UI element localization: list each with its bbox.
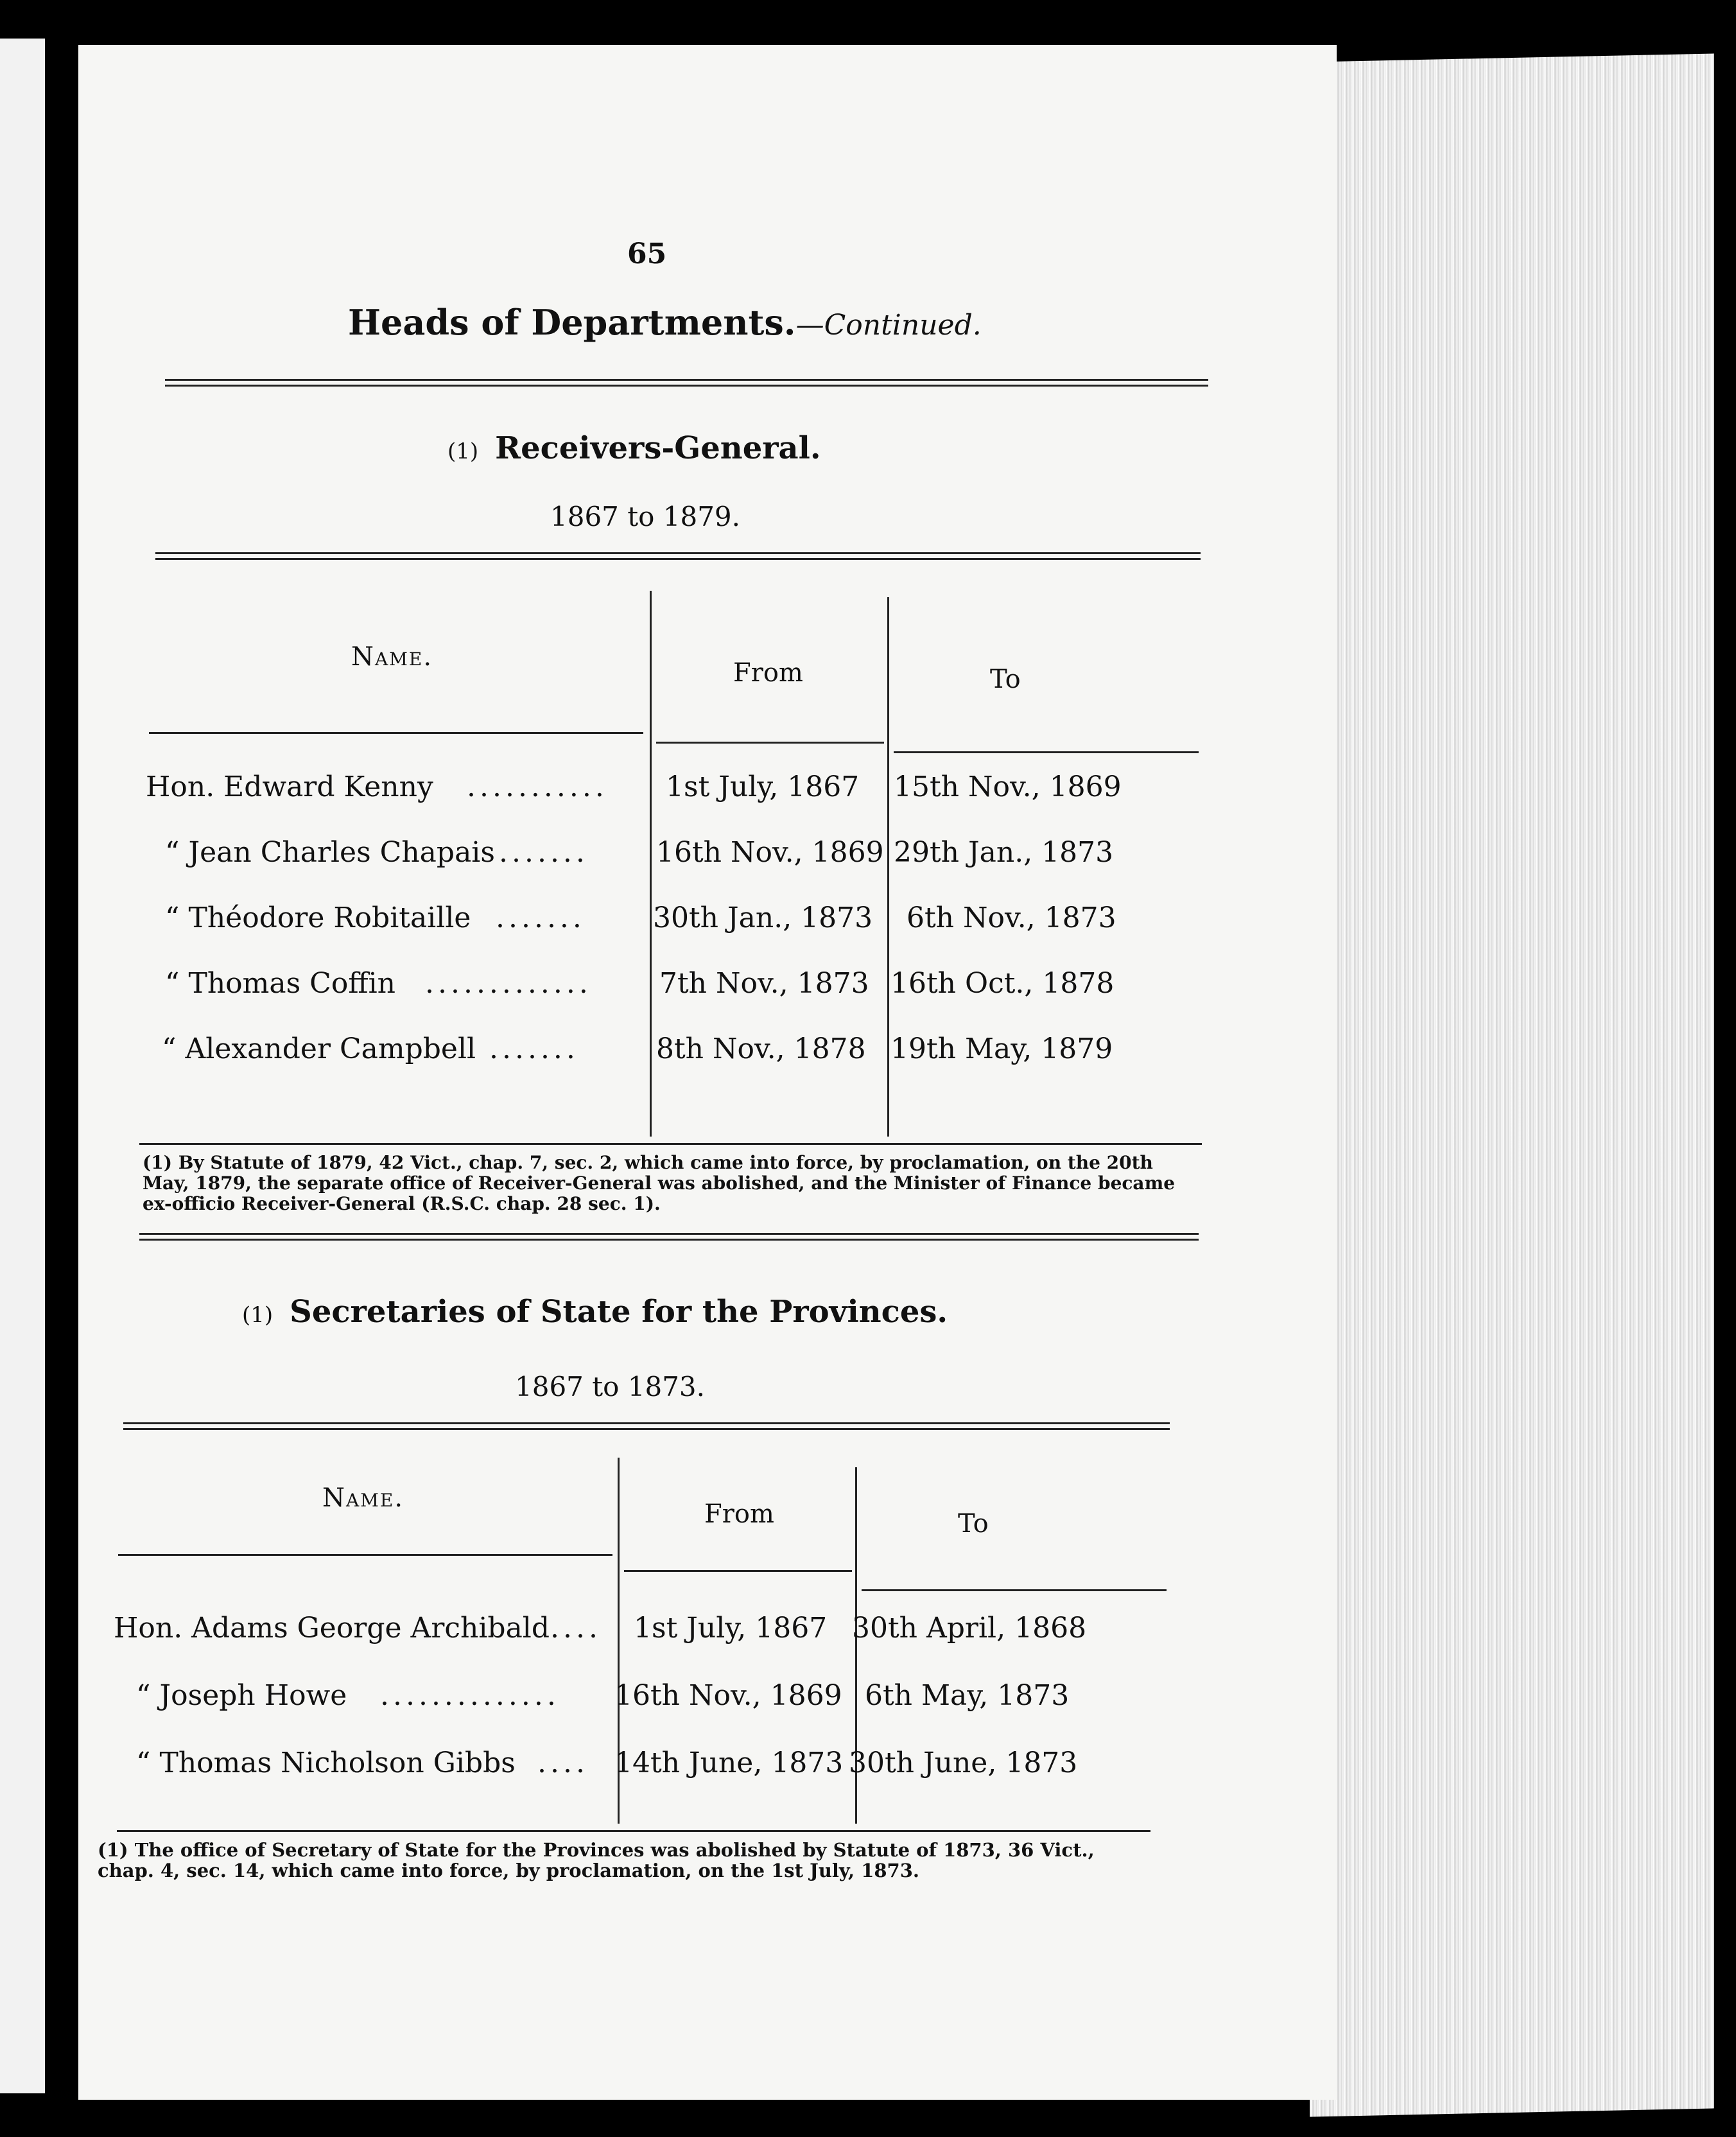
secretaries-name-underline <box>118 1554 612 1556</box>
row-from: 1st July, 1867 <box>634 1612 828 1644</box>
leader-dots: ....... <box>489 1033 579 1065</box>
leader-dots: ........... <box>467 771 608 803</box>
row-name: “ Jean Charles Chapais <box>165 836 495 869</box>
receivers-title-text: Receivers-General. <box>495 430 821 466</box>
row-to: 15th Nov., 1869 <box>894 771 1122 803</box>
row-from: 1st July, 1867 <box>666 771 860 803</box>
row-name: Hon. Adams George Archibald <box>114 1612 550 1644</box>
secretaries-bottom-rule <box>117 1830 1150 1832</box>
row-to: 16th Oct., 1878 <box>890 967 1115 1000</box>
leader-dots: .... <box>537 1747 589 1779</box>
secretaries-years: 1867 to 1873. <box>515 1371 705 1402</box>
row-from: 8th Nov., 1878 <box>656 1033 866 1065</box>
secretaries-col-name: Name. <box>322 1483 404 1513</box>
receivers-bottom-rule <box>139 1143 1202 1145</box>
row-to: 6th May, 1873 <box>865 1679 1070 1712</box>
leader-dots: .............. <box>380 1679 560 1712</box>
page-number: 65 <box>627 238 667 270</box>
receivers-footnote: (1) By Statute of 1879, 42 Vict., chap. 7, sec. 2, which came into force, by proclamation, on the 20th May, 1879, the separate office of Receiver-General was abolished, and the Minister of Finance became ex-officio Receiver-General (R.S.C. chap. 28 sec. 1). <box>143 1152 1176 1214</box>
heading-continued: —Continued. <box>795 309 982 342</box>
receivers-col-name: Name. <box>351 642 433 672</box>
leader-dots: ....... <box>496 902 586 934</box>
secretaries-footnote: (1) The office of Secretary of State for the Provinces was abolished by Statute of 1873, 36 Vict., chap. 4, sec. 14, which came into force, by proclamation, on the 1st July, 1873. <box>98 1839 1095 1881</box>
secretaries-col-to: To <box>958 1509 989 1539</box>
row-to: 6th Nov., 1873 <box>907 902 1116 934</box>
receivers-note-marker: (1) <box>447 439 479 464</box>
receivers-col-from: From <box>733 658 803 688</box>
row-from: 16th Nov., 1869 <box>656 836 884 869</box>
row-to: 30th June, 1873 <box>849 1747 1078 1779</box>
row-to: 19th May, 1879 <box>890 1033 1113 1065</box>
receivers-years: 1867 to 1879. <box>550 501 740 532</box>
receivers-divider-1 <box>650 591 652 1137</box>
book-page-edges <box>1310 53 1714 2116</box>
receivers-name-underline <box>149 732 643 734</box>
secretaries-from-underline <box>624 1570 852 1572</box>
row-to: 30th April, 1868 <box>852 1612 1087 1644</box>
receivers-title <box>447 430 821 466</box>
receivers-col-to: To <box>990 665 1021 694</box>
row-name: “ Joseph Howe <box>136 1679 347 1712</box>
receivers-from-underline <box>656 742 884 744</box>
secretaries-title-text: Secretaries of State for the Provinces. <box>290 1294 948 1330</box>
receivers-top-rule <box>155 552 1201 560</box>
heading-title: Heads of Departments. <box>348 302 796 343</box>
row-name: “ Théodore Robitaille <box>165 902 471 934</box>
row-from: 7th Nov., 1873 <box>659 967 869 1000</box>
row-from: 30th Jan., 1873 <box>653 902 873 934</box>
page-heading <box>348 302 982 343</box>
secretaries-title <box>242 1294 948 1330</box>
secretaries-col-from: From <box>704 1499 774 1529</box>
row-name: Hon. Edward Kenny <box>146 771 433 803</box>
row-name: “ Alexander Campbell <box>162 1033 476 1065</box>
leader-dots: ....... <box>499 836 589 869</box>
row-to: 29th Jan., 1873 <box>894 836 1114 869</box>
secretaries-note-marker: (1) <box>242 1302 273 1328</box>
heading-rule <box>165 379 1208 387</box>
leader-dots: .... <box>550 1612 602 1644</box>
book-page <box>78 45 1337 2100</box>
secretaries-top-rule <box>123 1422 1170 1430</box>
row-name: “ Thomas Coffin <box>165 967 396 1000</box>
leader-dots: ............. <box>425 967 592 1000</box>
receivers-footnote-rule <box>139 1233 1199 1241</box>
receivers-to-underline <box>894 751 1199 753</box>
receivers-divider-2 <box>887 597 889 1137</box>
row-name: “ Thomas Nicholson Gibbs <box>136 1747 516 1779</box>
row-from: 16th Nov., 1869 <box>614 1679 842 1712</box>
facing-page-edge <box>0 39 45 2093</box>
secretaries-to-underline <box>862 1589 1167 1591</box>
row-from: 14th June, 1873 <box>614 1747 844 1779</box>
